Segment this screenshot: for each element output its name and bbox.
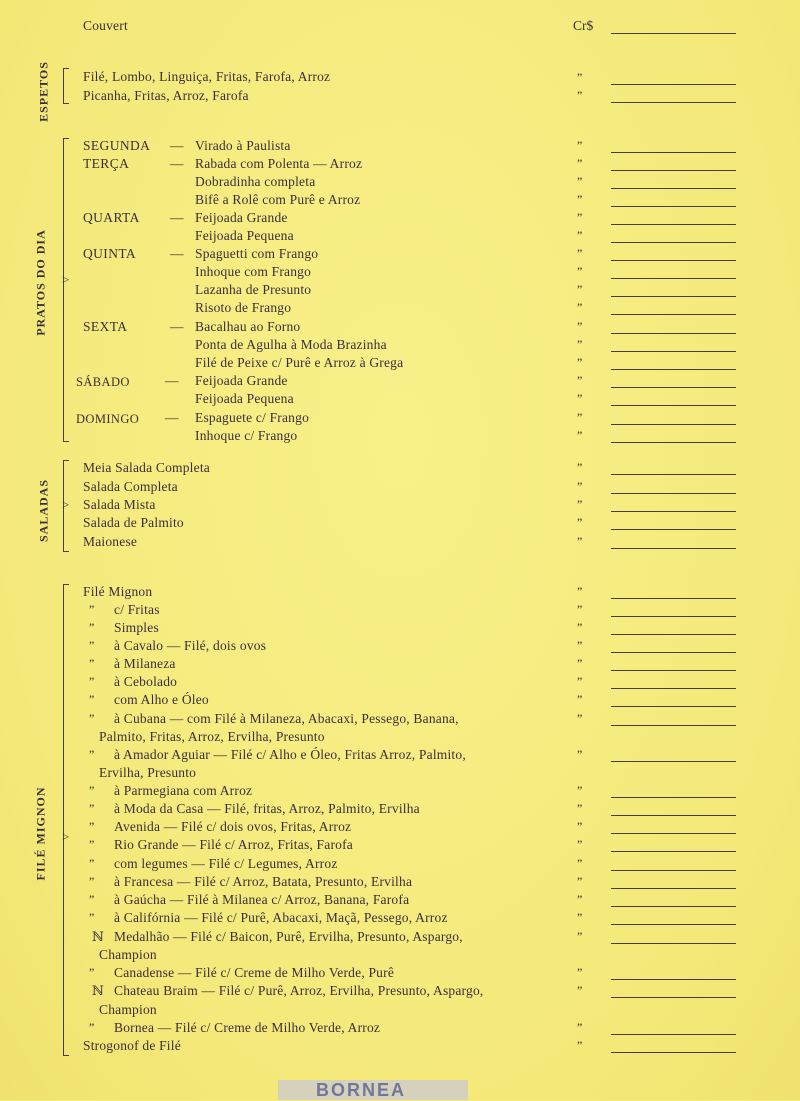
price-blank[interactable] [611, 670, 736, 671]
day-label: SEXTA [83, 319, 128, 334]
menu-item: Dobradinha completa [195, 174, 316, 189]
ditto-mark: ” [577, 711, 583, 725]
menu-item: Salada Completa [83, 479, 178, 494]
price-blank[interactable] [611, 424, 736, 425]
ditto-mark: ” [577, 88, 583, 102]
ditto-mark: ” [577, 228, 583, 242]
ditto-mark: ” [577, 337, 583, 351]
price-blank[interactable] [611, 616, 736, 617]
handwritten-mark-icon: ℕ [92, 929, 104, 944]
ditto-mark: ” [577, 534, 583, 548]
ditto-mark: ” [577, 410, 583, 424]
ditto-mark: ” [577, 460, 583, 474]
day-label: QUARTA [83, 210, 140, 225]
section-bracket [63, 68, 64, 104]
menu-item: com Alho e Óleo [114, 692, 209, 707]
menu-item-continued: Champion [99, 1002, 157, 1017]
price-blank[interactable] [611, 33, 736, 34]
ditto-mark: ” [577, 819, 583, 833]
price-blank[interactable] [611, 725, 736, 726]
price-blank[interactable] [611, 224, 736, 225]
ditto-mark: ” [577, 70, 583, 84]
menu-item: à Cebolado [114, 674, 178, 689]
ditto-mark: ” [577, 584, 583, 598]
ditto-mark: ” [577, 515, 583, 529]
menu-item: Feijoada Pequena [195, 228, 294, 243]
menu-item: à Francesa — Filé c/ Arroz, Batata, Presunto, Ervilha [114, 874, 413, 889]
price-blank[interactable] [611, 888, 736, 889]
price-blank[interactable] [611, 511, 736, 512]
bracket-point-icon: > [62, 829, 70, 844]
price-blank[interactable] [611, 634, 736, 635]
price-blank[interactable] [611, 1052, 736, 1053]
price-blank[interactable] [611, 152, 736, 153]
section-label-pratos-do-dia: PRATOS DO DIA [33, 229, 48, 336]
ditto-mark: ” [89, 910, 95, 924]
ditto-mark: ” [89, 692, 95, 706]
price-blank[interactable] [611, 170, 736, 171]
menu-item: Filé Mignon [83, 584, 153, 599]
price-blank[interactable] [611, 529, 736, 530]
menu-item: Lazanha de Presunto [195, 282, 312, 297]
price-blank[interactable] [611, 833, 736, 834]
price-blank[interactable] [611, 260, 736, 261]
ditto-mark: ” [577, 674, 583, 688]
ditto-mark: ” [577, 373, 583, 387]
ditto-mark: ” [577, 965, 583, 979]
price-blank[interactable] [611, 242, 736, 243]
menu-item: à Milaneza [114, 656, 176, 671]
ditto-mark: ” [577, 319, 583, 333]
price-blank[interactable] [611, 493, 736, 494]
ditto-mark: ” [577, 929, 583, 943]
menu-item: à Moda da Casa — Filé, fritas, Arroz, Palmito, Ervilha [114, 801, 420, 816]
section-label-file-mignon: FILÉ MIGNON [33, 786, 48, 881]
section-label-espetos: ESPETOS [36, 61, 51, 122]
ditto-mark: ” [577, 910, 583, 924]
day-label: QUINTA [83, 246, 137, 261]
menu-item: Canadense — Filé c/ Creme de Milho Verde, Purê [114, 965, 395, 980]
menu-item: Ponta de Agulha à Moda Brazinha [195, 337, 387, 352]
price-blank[interactable] [611, 979, 736, 980]
price-blank[interactable] [611, 314, 736, 315]
menu-item-continued: Palmito, Fritas, Arroz, Ervilha, Presunto [99, 729, 325, 744]
section-bracket [63, 138, 64, 442]
menu-item: Bacalhau ao Forno [195, 319, 301, 334]
menu-item: Filé de Peixe c/ Purê e Arroz à Grega [195, 355, 404, 370]
ditto-mark: ” [577, 192, 583, 206]
ditto-mark: ” [89, 856, 95, 870]
menu-item: Espaguete c/ Frango [195, 410, 310, 425]
dash: — [170, 156, 184, 171]
price-blank[interactable] [611, 369, 736, 370]
ditto-mark: ” [577, 1020, 583, 1034]
price-blank[interactable] [611, 102, 736, 103]
menu-item: Meia Salada Completa [83, 460, 210, 475]
price-blank[interactable] [611, 84, 736, 85]
ditto-mark: ” [89, 747, 95, 761]
menu-item: Inhoque c/ Frango [195, 428, 298, 443]
menu-item: à Califórnia — Filé c/ Purê, Abacaxi, Maçã, Pessego, Arroz [114, 910, 448, 925]
price-blank[interactable] [611, 797, 736, 798]
menu-item: Feijoada Pequena [195, 391, 294, 406]
ditto-mark: ” [89, 965, 95, 979]
menu-item: com legumes — Filé c/ Legumes, Arroz [114, 856, 338, 871]
price-blank[interactable] [611, 598, 736, 599]
day-label: TERÇA [83, 156, 130, 171]
price-blank[interactable] [611, 188, 736, 189]
menu-item: Picanha, Fritas, Arroz, Farofa [83, 88, 249, 103]
menu-item: à Gaúcha — Filé à Milanea c/ Arroz, Banana, Farofa [114, 892, 410, 907]
ditto-mark: ” [577, 638, 583, 652]
price-blank[interactable] [611, 870, 736, 871]
price-blank[interactable] [611, 474, 736, 475]
ditto-mark: ” [89, 674, 95, 688]
ditto-mark: ” [577, 355, 583, 369]
ditto-mark: ” [577, 837, 583, 851]
price-blank[interactable] [611, 278, 736, 279]
price-blank[interactable] [611, 688, 736, 689]
ditto-mark: ” [89, 783, 95, 797]
menu-item: Avenida — Filé c/ dois ovos, Fritas, Arroz [114, 819, 352, 834]
ditto-mark: ” [577, 479, 583, 493]
ditto-mark: ” [577, 246, 583, 260]
price-blank[interactable] [611, 387, 736, 388]
ditto-mark: ” [577, 174, 583, 188]
ditto-mark: ” [577, 983, 583, 997]
ditto-mark: ” [577, 783, 583, 797]
ditto-mark: ” [577, 892, 583, 906]
ditto-mark: ” [89, 837, 95, 851]
ditto-mark: ” [577, 1038, 583, 1052]
section-label-saladas: SALADAS [36, 479, 51, 543]
dash: — [170, 210, 184, 225]
ditto-mark: ” [89, 892, 95, 906]
section-bracket [63, 584, 64, 1056]
dash: — [165, 410, 179, 425]
ditto-mark: ” [577, 747, 583, 761]
menu-item-continued: Ervilha, Presunto [99, 765, 197, 780]
ditto-mark: ” [89, 656, 95, 670]
price-blank[interactable] [611, 761, 736, 762]
menu-item-continued: Champion [99, 947, 157, 962]
dash: — [170, 246, 184, 261]
price-blank[interactable] [611, 943, 736, 944]
ditto-mark: ” [577, 391, 583, 405]
price-blank[interactable] [611, 333, 736, 334]
price-blank[interactable] [611, 206, 736, 207]
ditto-mark: ” [89, 711, 95, 725]
menu-item: Salada de Palmito [83, 515, 184, 530]
price-blank[interactable] [611, 405, 736, 406]
ditto-mark: ” [577, 138, 583, 152]
price-blank[interactable] [611, 442, 736, 443]
ditto-mark: ” [577, 210, 583, 224]
price-blank[interactable] [611, 706, 736, 707]
ditto-mark: ” [577, 856, 583, 870]
menu-item: à Cubana — com Filé à Milaneza, Abacaxi, Pessego, Banana, [114, 711, 459, 726]
price-blank[interactable] [611, 548, 736, 549]
menu-item: Rabada com Polenta — Arroz [195, 156, 363, 171]
couvert-label: Couvert [83, 18, 128, 33]
ditto-mark: ” [577, 656, 583, 670]
price-blank[interactable] [611, 296, 736, 297]
menu-item: à Amador Aguiar — Filé c/ Alho e Óleo, Fritas Arroz, Palmito, [114, 747, 466, 762]
ditto-mark: ” [89, 819, 95, 833]
menu-item: Maionese [83, 534, 138, 549]
ditto-mark: ” [89, 620, 95, 634]
menu-item: Spaguetti com Frango [195, 246, 319, 261]
bracket-point-icon: > [62, 272, 70, 287]
menu-item: Rio Grande — Filé c/ Arroz, Fritas, Farofa [114, 837, 353, 852]
ditto-mark: ” [89, 1020, 95, 1034]
ditto-mark: ” [577, 264, 583, 278]
ditto-mark: ” [577, 282, 583, 296]
menu-item: c/ Fritas [114, 602, 160, 617]
day-label: SÁBADO [76, 375, 130, 389]
ditto-mark: ” [577, 300, 583, 314]
ditto-mark: ” [89, 602, 95, 616]
dash: — [165, 373, 179, 388]
menu-item: à Parmegiana com Arroz [114, 783, 253, 798]
ditto-mark: ” [577, 874, 583, 888]
ditto-mark: ” [577, 692, 583, 706]
menu-item: Risoto de Frango [195, 300, 292, 315]
menu-item: Salada Mista [83, 497, 156, 512]
ditto-mark: ” [89, 874, 95, 888]
price-blank[interactable] [611, 1034, 736, 1035]
menu-item: Chateau Braim — Filé c/ Purê, Arroz, Ervilha, Presunto, Aspargo, [114, 983, 484, 998]
day-label: SEGUNDA [83, 138, 151, 153]
price-blank[interactable] [611, 652, 736, 653]
menu-item: Bifê a Rolê com Purê e Arroz [195, 192, 361, 207]
menu-item: Bornea — Filé c/ Creme de Milho Verde, Arroz [114, 1020, 381, 1035]
price-blank[interactable] [611, 997, 736, 998]
dash: — [170, 319, 184, 334]
ditto-mark: ” [89, 801, 95, 815]
menu-item: Feijoada Grande [195, 210, 288, 225]
ditto-mark: ” [577, 620, 583, 634]
menu-item: Filé, Lombo, Linguiça, Fritas, Farofa, Arroz [83, 69, 331, 84]
menu-item: Inhoque com Frango [195, 264, 312, 279]
price-blank[interactable] [611, 906, 736, 907]
ditto-mark: ” [577, 156, 583, 170]
menu-item: Simples [114, 620, 159, 635]
menu-item: Feijoada Grande [195, 373, 288, 388]
logo: BORNEA [278, 1080, 468, 1100]
ditto-mark: ” [577, 428, 583, 442]
price-blank[interactable] [611, 924, 736, 925]
ditto-mark: ” [577, 801, 583, 815]
menu-item: à Cavalo — Filé, dois ovos [114, 638, 267, 653]
menu-item: Virado à Paulista [195, 138, 291, 153]
handwritten-mark-icon: ℕ [92, 983, 104, 998]
ditto-mark: ” [89, 638, 95, 652]
menu-item: Strogonof de Filé [83, 1038, 181, 1053]
price-blank[interactable] [611, 851, 736, 852]
bracket-point-icon: > [62, 497, 70, 512]
currency-label: Cr$ [573, 18, 594, 33]
dash: — [170, 138, 184, 153]
ditto-mark: ” [577, 497, 583, 511]
price-blank[interactable] [611, 815, 736, 816]
ditto-mark: ” [577, 602, 583, 616]
menu-item: Medalhão — Filé c/ Baicon, Purê, Ervilha, Presunto, Aspargo, [114, 929, 463, 944]
day-label: DOMINGO [76, 412, 140, 426]
price-blank[interactable] [611, 351, 736, 352]
